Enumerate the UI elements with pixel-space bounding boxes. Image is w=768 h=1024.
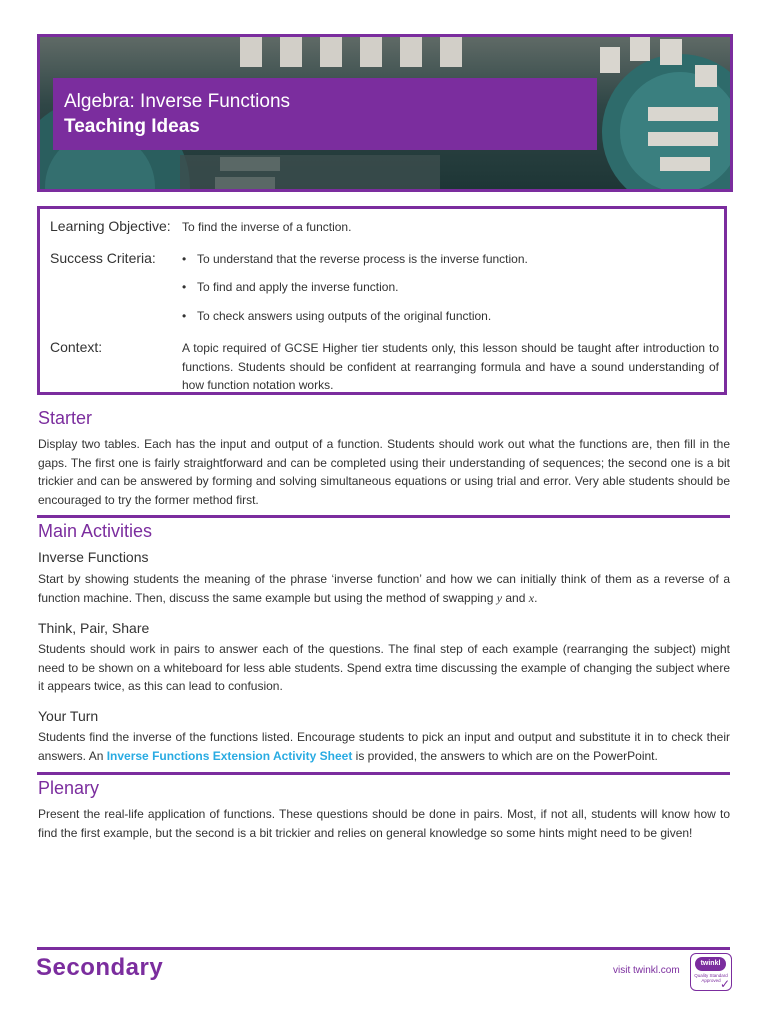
inverse-functions-text: Start by showing students the meaning of the phrase ‘inverse function’ and how we can initially think of them as a reverse of a function machine. Then, discuss the same example but using the method of swapping y and x. <box>38 572 730 605</box>
page-subtitle: Teaching Ideas <box>64 116 200 137</box>
extension-activity-link[interactable]: Inverse Functions Extension Activity Sheet <box>106 748 353 763</box>
your-turn-heading: Your Turn <box>38 708 99 724</box>
context-text: A topic required of GCSE Higher tier students only, this lesson should be taught after introduction to functions. Students should be confident at rearranging formula and have a sound understanding of how function notation works. <box>182 341 719 392</box>
learning-objective-label: Learning Objective: <box>50 218 171 234</box>
learning-objective-text: To find the inverse of a function. <box>182 220 352 234</box>
visit-twinkl-link[interactable]: visit twinkl.com <box>613 965 680 976</box>
header-banner <box>37 34 733 192</box>
variable-y: y <box>496 590 503 605</box>
success-criteria-label: Success Criteria: <box>50 250 156 266</box>
think-pair-share-heading: Think, Pair, Share <box>38 620 150 636</box>
main-activities-heading: Main Activities <box>38 521 153 541</box>
page-title: Algebra: Inverse Functions <box>64 91 291 112</box>
title-box <box>53 78 597 150</box>
checkmark-icon: ✓ <box>720 977 731 991</box>
context-label: Context: <box>50 339 103 355</box>
badge-caption: Quality Standard Approved <box>694 973 728 983</box>
inverse-functions-heading: Inverse Functions <box>38 549 149 565</box>
objectives-box: Learning Objective: To find the inverse of a function. Success Criteria: To understand that the reverse process is the inverse function. To find and apply the inverse function. To check answers using outputs of the original function. Context: A topic required of GCSE Higher tier students only, this lesson should be taught after introduction to functions. Students should be confident at rearranging formula and have a sound understanding of how function notation works. <box>37 206 727 395</box>
plenary-text: Present the real-life application of functions. These questions should be done in pairs. Most, if not all, students will know how to find the first example, but the second is a bit trickier and relies on general knowledge so some hints might need to be given! <box>38 807 730 840</box>
plenary-heading: Plenary <box>38 778 100 798</box>
footer-divider <box>37 947 730 950</box>
secondary-brand-logo: Secondary <box>36 954 164 981</box>
twinkl-logo: twinkl <box>695 957 726 971</box>
section-divider <box>37 772 730 775</box>
starter-text: Display two tables. Each has the input and output of a function. Students should work out what the functions are, then fill in the gaps. The first one is fairly straightforward and can be completed using their understanding of sequences; the second one is a bit trickier and can be answered by forming and solving simultaneous equations or using trial and error. Very able students should be encouraged to try the former method first. <box>38 437 730 507</box>
your-turn-text: Students find the inverse of the functions listed. Encourage students to pick an input and output and substitute it in to check their answers. An Inverse Functions Extension Activity Sheet is provided, the answers to which are on the PowerPoint. <box>38 730 730 763</box>
quality-standard-badge <box>690 953 732 991</box>
variable-x: x <box>528 590 535 605</box>
think-pair-share-text: Students should work in pairs to answer each of the questions. The final step of each example (rearranging the subject) might need to be shown on a whiteboard for less able students. Spend extra time discussing the example of changing the subject where it appears twice, as this can lead to confusion. <box>38 642 730 693</box>
starter-heading: Starter <box>38 408 93 428</box>
section-divider <box>37 515 730 518</box>
